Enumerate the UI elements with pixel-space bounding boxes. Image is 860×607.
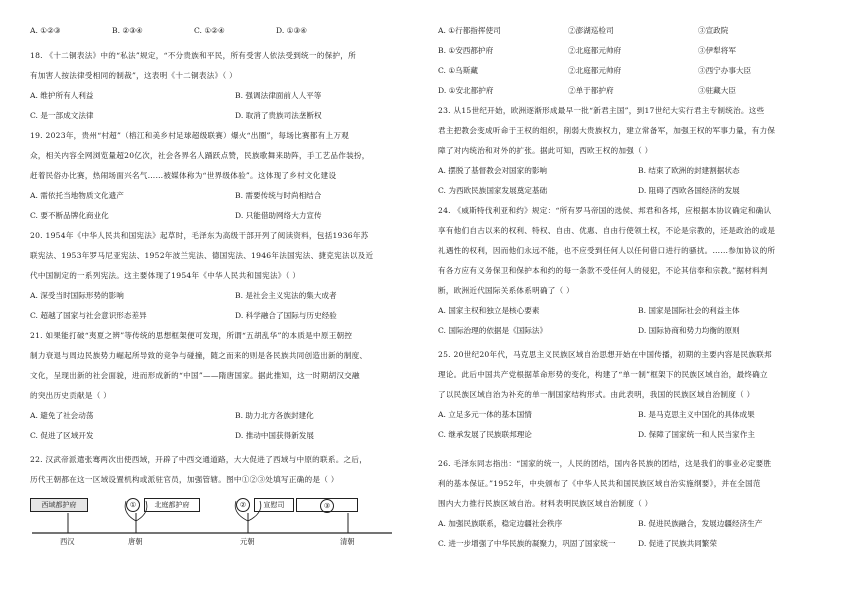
option-a[interactable]: A. 避免了社会动荡 [30,411,94,420]
option-c[interactable]: C. ①②④ [194,26,225,35]
option-a[interactable]: A. 深受当时国际形势的影响 [30,291,124,300]
q26-text: 围内大力推行民族区域自治。材料表明民族区域自治制度（ ） [438,499,653,508]
q25-text: 理论。此后中国共产党根据革命形势的变化，构建了“单一制”框架下的民族区域自治，最终确立 [438,370,768,379]
q23-options [438,186,843,196]
q21-options [30,411,440,421]
q24-text: 有各方应有义务保卫和保护本和约的每一条款不受任何人的侵犯，不论其信奉和宗教。”据材料判 [438,266,768,275]
option-d[interactable]: D. 取消了贵族司法垄断权 [235,111,322,120]
q22-timeline-diagram [30,495,430,555]
q26-options [438,539,843,549]
q18-options [30,91,440,101]
option-a[interactable]: A. ①②③ [30,26,61,35]
q22-option-b[interactable]: B. ①安西都护府 ②北庭都元帅府 ③伊犁将军 [438,46,736,55]
q21-text: 制力衰退与周边民族势力崛起所导致的竞争与碰撞，随之而来的则是各民族共同创造出新的制度、 [30,351,368,360]
label-yuan: 元朝 [240,537,255,546]
q23-text: 君主把教会变成听命于王权的组织，削弱大贵族权力，建立常备军，加强王权的军事力量，有力保 [438,126,776,135]
option-c[interactable]: C. 是一部成文法律 [30,111,94,120]
q19-options [30,191,440,201]
option-b[interactable]: B. 强调法律面前人人平等 [235,91,322,100]
option-a[interactable]: A. 摆脱了基督教会对国家的影响 [438,166,548,175]
option-d[interactable]: D. 只能借助网络大力宣传 [235,211,322,220]
option-a[interactable]: A. 国家主权和独立是核心要素 [438,306,540,315]
q22-option-c[interactable]: C. ①乌斯藏 ②北庭都元帅府 ③西宁办事大臣 [438,66,752,75]
q23-options [438,166,843,176]
option-c[interactable]: C. 为西欧民族国家发展奠定基础 [438,186,548,195]
q22-option-d[interactable]: D. ①安北都护府 ②单于都护府 ③驻藏大臣 [438,86,736,95]
option-a[interactable]: A. 加强民族联系，稳定边疆社会秩序 [438,519,563,528]
q19-options [30,211,440,221]
option-d[interactable]: D. 科学融合了国际与历史经验 [235,311,337,320]
q22-text: 历代王朝都在这一区域设置机构或派驻官员，加强管辖。图中①②③处填写正确的是（ ） [30,475,339,484]
option-b[interactable]: B. 结束了欧洲的封建割据状态 [638,166,740,175]
timeline-lines [30,495,430,555]
q20-options [30,311,440,321]
q22-option-a[interactable]: A. ①行都指挥使司 ②澎湖巡检司 ③宣政院 [438,26,729,35]
option-b[interactable]: B. 是社会主义宪法的集大成者 [235,291,337,300]
q20-options [30,291,440,301]
box-xuanweisi: 宣慰司 [254,498,294,512]
q24-text: 礼遇性的权利，因而他们永远不能，也不应受到任何人以任何借口进行的骚扰。……参加协议的所 [438,246,776,255]
option-c[interactable]: C. 国际治理的依据是《国际法》 [438,326,548,335]
q19-text: 赶着民俗办比赛，热闹场面兴名气……被媒体称为“世界级体验”。这体现了乡村文化建设 [30,171,337,180]
q21-text: 的突出历史贡献是（ ） [30,391,112,400]
option-b[interactable]: B. 需要传统与时尚相结合 [235,191,322,200]
q21-text: 文化，呈现出新的社会面貌，进而形成新的“中国”——隋唐国家。据此推知，这一时期胡汉交融 [30,371,360,380]
q20-text: 20. 1954年《中华人民共和国宪法》起草时，毛泽东为高级干部开列了阅读资料，包括1936年苏 [30,231,369,240]
q18-options [30,111,440,121]
q26-text: 利的基本保证。”1952年，中央颁布了《中华人民共和国民族区域自治实施纲要》，并在全国范 [438,479,761,488]
option-b[interactable]: B. 是马克思主义中国化的具体成果 [638,410,755,419]
q19-text: 众，相关内容全网浏览量超20亿次，社会各界名人踊跃点赞，民族歌舞来助阵，手工艺品作装扮， [30,151,370,160]
q22-text: 22. 汉武帝派遣张骞两次出使西域，开辟了中西交通道路，大大促进了西域与中原的联系。之后， [30,455,368,464]
q25-text: 了以民族区域自治为补充的单一制国家结构形式。由此表明，我国的民族区域自治制度（ ） [438,390,755,399]
q24-text: 断，欧洲近代国际关系体系明确了（ ） [438,286,575,295]
option-a[interactable]: A. 维护所有人利益 [30,91,94,100]
box-xiyu-duhufu: 西域都护府 [30,498,88,512]
q25-options [438,430,843,440]
q17-options [30,26,358,36]
label-xihan: 西汉 [60,537,75,546]
option-c[interactable]: C. 促进了区域开发 [30,431,94,440]
option-c[interactable]: C. 超越了国家与社会意识形态差异 [30,311,147,320]
option-c[interactable]: C. 要不断品牌化商业化 [30,211,109,220]
option-a[interactable]: A. 需依托当地物质文化遗产 [30,191,124,200]
q21-options [30,431,440,441]
q20-text: 代中国制定的一系列宪法。这主要体现了1954年《中华人民共和国宪法》（ ） [30,271,301,280]
blank-1: ① [126,498,140,512]
q20-text: 联宪法、1953年罗马尼亚宪法、1952年波兰宪法、德国宪法、1946年法国宪法、捷克宪法以及近 [30,251,374,260]
option-d[interactable]: D. 推动中国获得新发展 [235,431,314,440]
option-b[interactable]: B. 国家是国际社会的利益主体 [638,306,740,315]
q19-text: 19. 2023年，贵州“村超”（榕江和美乡村足球超级联赛）爆火“出圈”，每场比赛都有上万观 [30,131,350,140]
option-b[interactable]: B. 助力北方各族封建化 [235,411,314,420]
q21-text: 21. 如果能打破“夷夏之辨”等传统的思想框架便可发现，所谓“五胡乱华”的本质是中原王朝控 [30,331,353,340]
q18-text: 18. 《十二铜表法》中的“私法”规定，“不分贵族和平民，所有受害人依法受到统一的保护，所 [30,51,356,60]
option-c[interactable]: C. 继承发展了民族联邦理论 [438,430,532,439]
option-d[interactable]: D. ①③④ [276,26,308,35]
q26-text: 26. 毛泽东同志指出：“国家的统一，人民的团结，国内各民族的团结，这是我们的事业必定要胜 [438,459,772,468]
q23-text: 障了对内统治和对外的扩张。据此可知，西欧王权的加强（ ） [438,146,653,155]
blank-2: ② [236,498,250,512]
option-d[interactable]: D. 阻碍了西欧各国经济的发展 [638,186,740,195]
q24-text: 24. 《威斯特伐利亚和约》规定：“所有罗马帝国的选侯、邦君和各邦，应根据本协议确定和确认 [438,206,772,215]
option-d[interactable]: D. 促进了民族共同繁荣 [638,539,717,548]
option-d[interactable]: D. 国际协商和势力均衡的原则 [638,326,740,335]
q24-text: 享有他们自古以来的权利、特权、自由、优惠、自由行使领土权，不论是宗教的，还是政治的或是 [438,226,776,235]
blank-3: ③ [320,499,334,513]
option-d[interactable]: D. 保障了国家统一和人民当家作主 [638,430,755,439]
option-b[interactable]: B. 促进民族融合，发展边疆经济生产 [638,519,763,528]
q24-options [438,306,843,316]
q23-text: 23. 从15世纪开始，欧洲逐渐形成最早一批“新君主国”，到17世纪大实行君主专制统治。这些 [438,106,765,115]
q18-text: 有加害人按法律受相同的制裁”，这表明《十二铜表法》（ ） [30,71,237,80]
label-qing: 清朝 [340,537,355,546]
option-b[interactable]: B. ②③④ [112,26,143,35]
option-a[interactable]: A. 立足多元一体的基本国情 [438,410,532,419]
label-tang: 唐朝 [128,537,143,546]
option-c[interactable]: C. 进一步增强了中华民族的凝聚力，巩固了国家统一 [438,539,616,548]
q26-options [438,519,843,529]
box-beiting-duhufu: 北庭都护府 [144,498,200,512]
q25-options [438,410,843,420]
q25-text: 25. 20世纪20年代，马克思主义民族区域自治思想开始在中国传播，初期的主要内容是民族联邦 [438,350,772,359]
box-blank-3 [296,498,358,512]
q24-options [438,326,843,336]
